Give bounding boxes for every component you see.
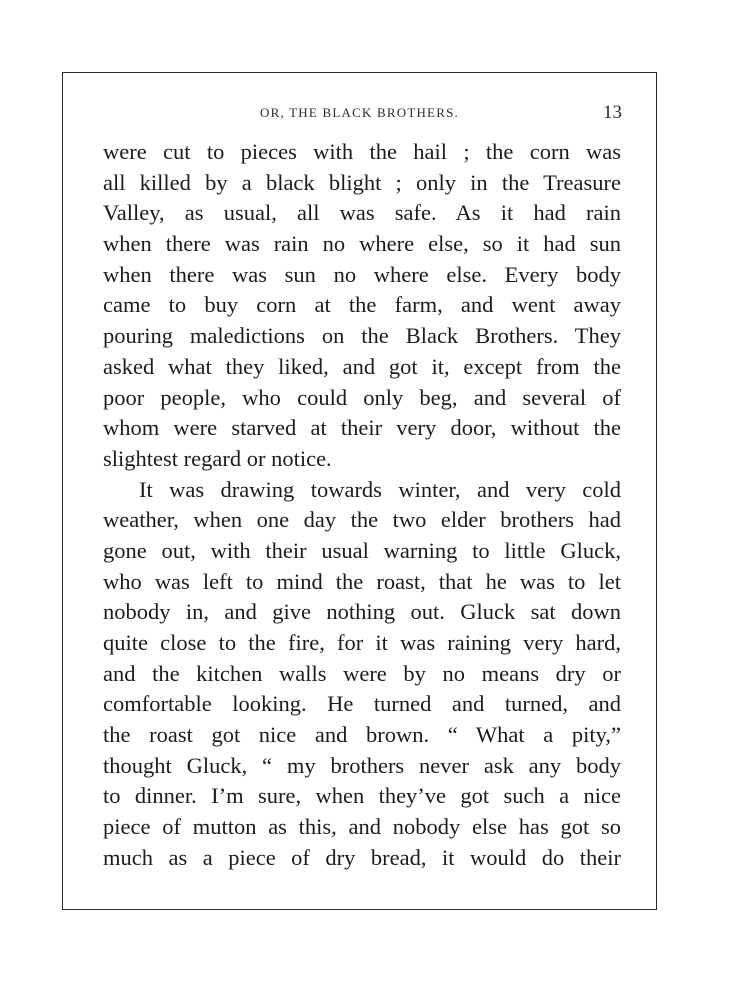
paragraph-start-line: It was drawing towards winter, and very cold (139, 476, 621, 502)
text-line: gone out, with their usual warning to little Gluck, (103, 537, 621, 563)
text-line: and the kitchen walls were by no means dry or (103, 660, 621, 686)
text-line: weather, when one day the two elder brothers had (103, 507, 621, 533)
running-title: OR, THE BLACK BROTHERS. (260, 105, 459, 120)
text-line: when there was rain no where else, so it had sun (103, 231, 621, 257)
text-line: piece of mutton as this, and nobody else has got so (103, 814, 621, 840)
text-line: asked what they liked, and got it, except from the (103, 353, 621, 379)
page-number: 13 (603, 102, 622, 123)
text-line: when there was sun no where else. Every body (103, 261, 621, 287)
text-line: Valley, as usual, all was safe. As it had rain (103, 200, 621, 226)
text-line: the roast got nice and brown. “ What a pity,” (103, 722, 621, 748)
text-line: pouring maledictions on the Black Brothers. They (103, 323, 621, 349)
text-line: nobody in, and give nothing out. Gluck sat down (103, 599, 621, 625)
text-line: thought Gluck, “ my brothers never ask any body (103, 752, 621, 778)
text-line: came to buy corn at the farm, and went away (103, 292, 621, 318)
paragraph-end-line: slightest regard or notice. (103, 445, 332, 471)
page-frame (62, 72, 657, 910)
text-line: were cut to pieces with the hail ; the corn was (103, 139, 621, 164)
running-head (63, 102, 656, 125)
text-line: comfortable looking. He turned and turned, and (103, 691, 621, 717)
body-text (103, 137, 621, 874)
text-line: who was left to mind the roast, that he was to let (103, 568, 621, 594)
text-line: to dinner. I’m sure, when they’ve got such a nice (103, 783, 621, 809)
text-line: quite close to the fire, for it was raining very hard, (103, 630, 621, 655)
text-line: much as a piece of dry bread, it would do their (103, 844, 621, 870)
text-line: all killed by a black blight ; only in the Treasure (103, 169, 621, 195)
text-line: whom were starved at their very door, without the (103, 415, 621, 441)
text-line: poor people, who could only beg, and several of (103, 384, 621, 410)
